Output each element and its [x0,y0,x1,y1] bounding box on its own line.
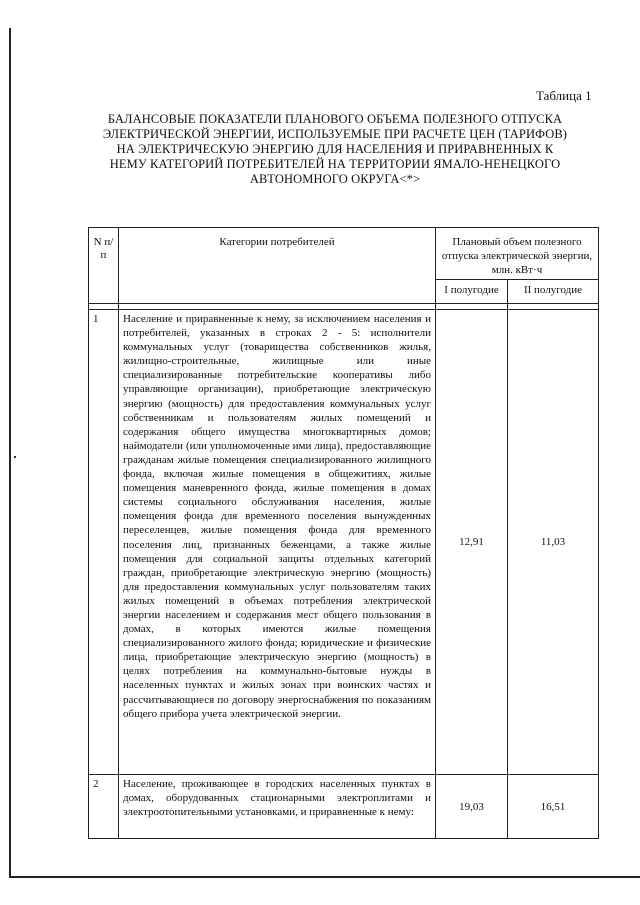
header-half1: I полугодие [436,280,508,304]
row-half2-value: 11,03 [508,310,599,775]
table-row [89,310,599,775]
header-row [89,228,599,280]
header-volume: Плановый объем полезного отпуска электрической энергии, млн. кВт·ч [436,228,599,280]
table-row [89,775,599,839]
row-number: 2 [89,775,119,839]
row-category-text: Население и приравненные к нему, за исключением населения и потребителей, указанных в строках 2 - 5: исполнители коммунальных услуг (товарищества собственников жилья, жилищно-строительные, жилищные или иные специализированные потребительские кооперативы либо управляющие организации), приобретающие электрическую энергию (мощность) для предоставления коммунальных услуг собственникам и пользователям жилых помещений и содержания общего имущества многоквартирных домов; наймодатели (или уполномоченные ими лица), предоставляющие гражданам жилые помещения специализированного жилищного фонда, включая жилые помещения в общежитиях, жилые помещения маневренного фонда, жилые помещения в домах системы социального обслуживания населения, жилые помещения фонда для временного поселения вынужденных переселенцев, жилые помещения фонда для временного поселения лиц, признанных беженцами, а также жилые помещения для социальной защиты отдельных категорий граждан, приобретающие электрическую энергию (мощность) для предоставления коммунальных услуг пользователям таких жилых помещений в объемах потребления электрической энергии населением и содержания мест общего пользования в домах, в которых имеются жилые помещения специализированного жилого фонда; юридические и физические лица, приобретающие электрическую энергию (мощность) в целях потребления на коммунально-бытовые нужды в населенных пунктах и жилых зонах при воинских частях и рассчитывающиеся по договору энергоснабжения по показаниям общего прибора учета электрической энергии. [119,310,436,775]
balance-table [88,227,599,839]
row-number: 1 [89,310,119,775]
header-num: N п/п [89,228,119,304]
row-half1-value: 19,03 [436,775,508,839]
page-bottom-edge [9,876,640,878]
row-half2-value: 16,51 [508,775,599,839]
scan-speck [14,456,16,458]
header-category: Категории потребителей [119,228,436,304]
page-left-edge [9,28,11,878]
document-title: БАЛАНСОВЫЕ ПОКАЗАТЕЛИ ПЛАНОВОГО ОБЪЕМА ПОЛЕЗНОГО ОТПУСКА ЭЛЕКТРИЧЕСКОЙ ЭНЕРГИИ, ИСПОЛЬЗУЕМЫЕ ПРИ РАСЧЕТЕ ЦЕН (ТАРИФОВ) НА ЭЛЕКТРИЧЕСКУЮ ЭНЕРГИЮ ДЛЯ НАСЕЛЕНИЯ И ПРИРАВНЕННЫХ К НЕМУ КАТЕГОРИЙ ПОТРЕБИТЕЛЕЙ НА ТЕРРИТОРИИ ЯМАЛО-НЕНЕЦКОГО АВТОНОМНОГО ОКРУГА<*> [102,112,568,186]
table-number: Таблица 1 [536,88,592,103]
header-half2: II полугодие [508,280,599,304]
row-category-text: Население, проживающее в городских населенных пунктах в домах, оборудованных стационарными электроплитами и электроотопительными установками, и приравненные к нему: [119,775,436,839]
row-half1-value: 12,91 [436,310,508,775]
